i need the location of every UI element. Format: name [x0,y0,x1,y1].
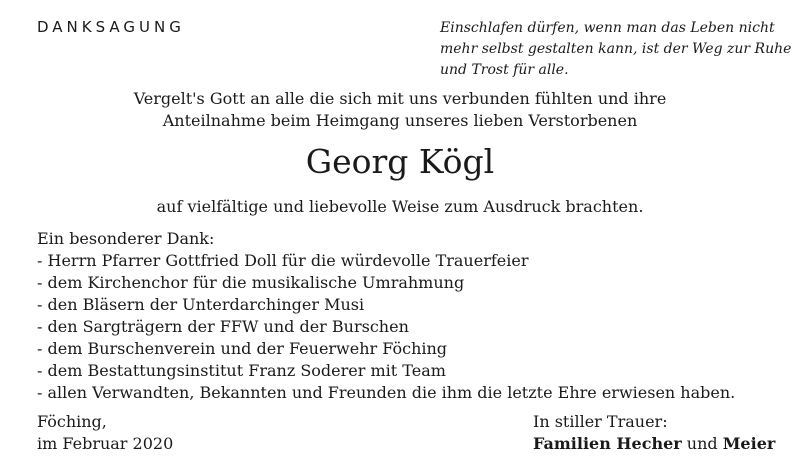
family-b: Meier [722,434,776,453]
quote [440,18,792,81]
families-line [533,433,775,455]
mourning-label: In stiller Trauer: [533,412,668,431]
intro-text [0,88,800,132]
thanks-item: - dem Bestattungsinstitut Franz Soderer mit Team [37,361,446,380]
connector: und [681,434,723,453]
thanks-item: - den Sargträgern der FFW und der Burschen [37,317,409,336]
date: im Februar 2020 [37,434,174,453]
thanks-item: - dem Burschenverein und der Feuerwehr Föching [37,339,448,358]
thanks-list [37,228,777,404]
thanks-item: - allen Verwandten, Bekannten und Freunden die ihm die letzte Ehre erwiesen haben. [37,383,736,402]
place-date [37,411,173,455]
intro-line: Vergelt's Gott an alle die sich mit uns verbunden fühlten und ihre [133,89,667,108]
quote-line: und Trost für alle. [440,62,569,78]
deceased-name: Georg Kögl [305,142,495,181]
thanks-title: Ein besonderer Dank: [37,229,215,248]
heading: DANKSAGUNG [37,18,185,36]
intro-line: Anteilnahme beim Heimgang unseres lieben Verstorbenen [162,111,638,130]
place: Föching, [37,412,107,431]
thanks-item: - den Bläsern der Unterdarchinger Musi [37,295,365,314]
thanks-item: - Herrn Pfarrer Gottfried Doll für die würdevolle Trauerfeier [37,251,529,270]
thanks-item: - dem Kirchenchor für die musikalische Umrahmung [37,273,465,292]
family-a: Familien Hecher [533,434,682,453]
quote-line: mehr selbst gestalten kann, ist der Weg zur Ruhe [440,41,792,57]
mourning-signature [533,411,775,455]
outro-text: auf vielfältige und liebevolle Weise zum Ausdruck brachten. [156,197,644,216]
quote-line: Einschlafen dürfen, wenn man das Leben nicht [440,20,775,36]
